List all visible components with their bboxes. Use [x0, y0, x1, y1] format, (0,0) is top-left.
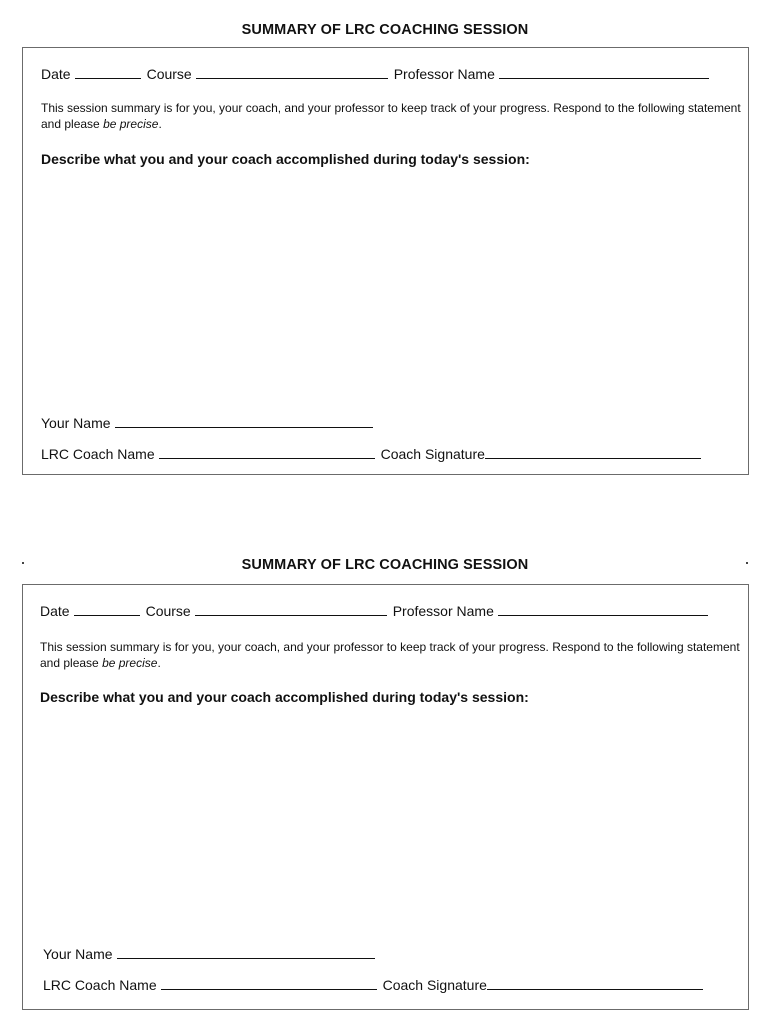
your-name-row [41, 415, 379, 431]
course-field[interactable] [195, 603, 387, 616]
coach-name-label: LRC Coach Name [41, 446, 155, 462]
session-prompt: Describe what you and your coach accomplished during today's session: [40, 689, 529, 705]
professor-name-field[interactable] [499, 66, 709, 79]
coach-row [41, 446, 707, 462]
coach-signature-field[interactable] [487, 977, 703, 990]
response-area[interactable] [40, 713, 730, 938]
coach-name-label: LRC Coach Name [43, 977, 157, 993]
course-field[interactable] [196, 66, 388, 79]
coach-row [43, 977, 709, 993]
your-name-label: Your Name [41, 415, 111, 431]
your-name-label: Your Name [43, 946, 113, 962]
intro-end: . [157, 656, 161, 670]
response-area[interactable] [41, 176, 731, 406]
professor-name-label: Professor Name [392, 603, 494, 619]
professor-name-field[interactable] [498, 603, 708, 616]
course-label: Course [145, 603, 191, 619]
date-field[interactable] [74, 603, 140, 616]
session-summary-form [22, 47, 749, 475]
your-name-field[interactable] [117, 946, 375, 959]
coach-signature-field[interactable] [485, 446, 701, 459]
coach-name-field[interactable] [161, 977, 377, 990]
intro-text-body: This session summary is for you, your coach, and your professor to keep track of your progress. Respond to the following statement and please [40, 640, 740, 670]
session-prompt: Describe what you and your coach accomplished during today's session: [41, 151, 530, 167]
coach-name-field[interactable] [159, 446, 375, 459]
form-title: SUMMARY OF LRC COACHING SESSION [241, 22, 529, 38]
intro-emphasis: be precise [103, 117, 159, 131]
intro-text [40, 639, 740, 671]
header-fields-row [40, 603, 714, 619]
your-name-row [43, 946, 381, 962]
date-label: Date [40, 603, 70, 619]
your-name-field[interactable] [115, 415, 373, 428]
course-label: Course [146, 66, 192, 82]
intro-text-body: This session summary is for you, your coach, and your professor to keep track of your progress. Respond to the following statement and please [41, 101, 741, 131]
coach-signature-label: Coach Signature [382, 977, 487, 993]
intro-text [41, 100, 741, 132]
form-title: SUMMARY OF LRC COACHING SESSION [241, 557, 529, 573]
coach-signature-label: Coach Signature [380, 446, 485, 462]
intro-end: . [158, 117, 162, 131]
date-label: Date [41, 66, 71, 82]
session-summary-form [22, 584, 749, 1010]
header-fields-row [41, 66, 715, 82]
professor-name-label: Professor Name [393, 66, 495, 82]
intro-emphasis: be precise [102, 656, 158, 670]
date-field[interactable] [75, 66, 141, 79]
